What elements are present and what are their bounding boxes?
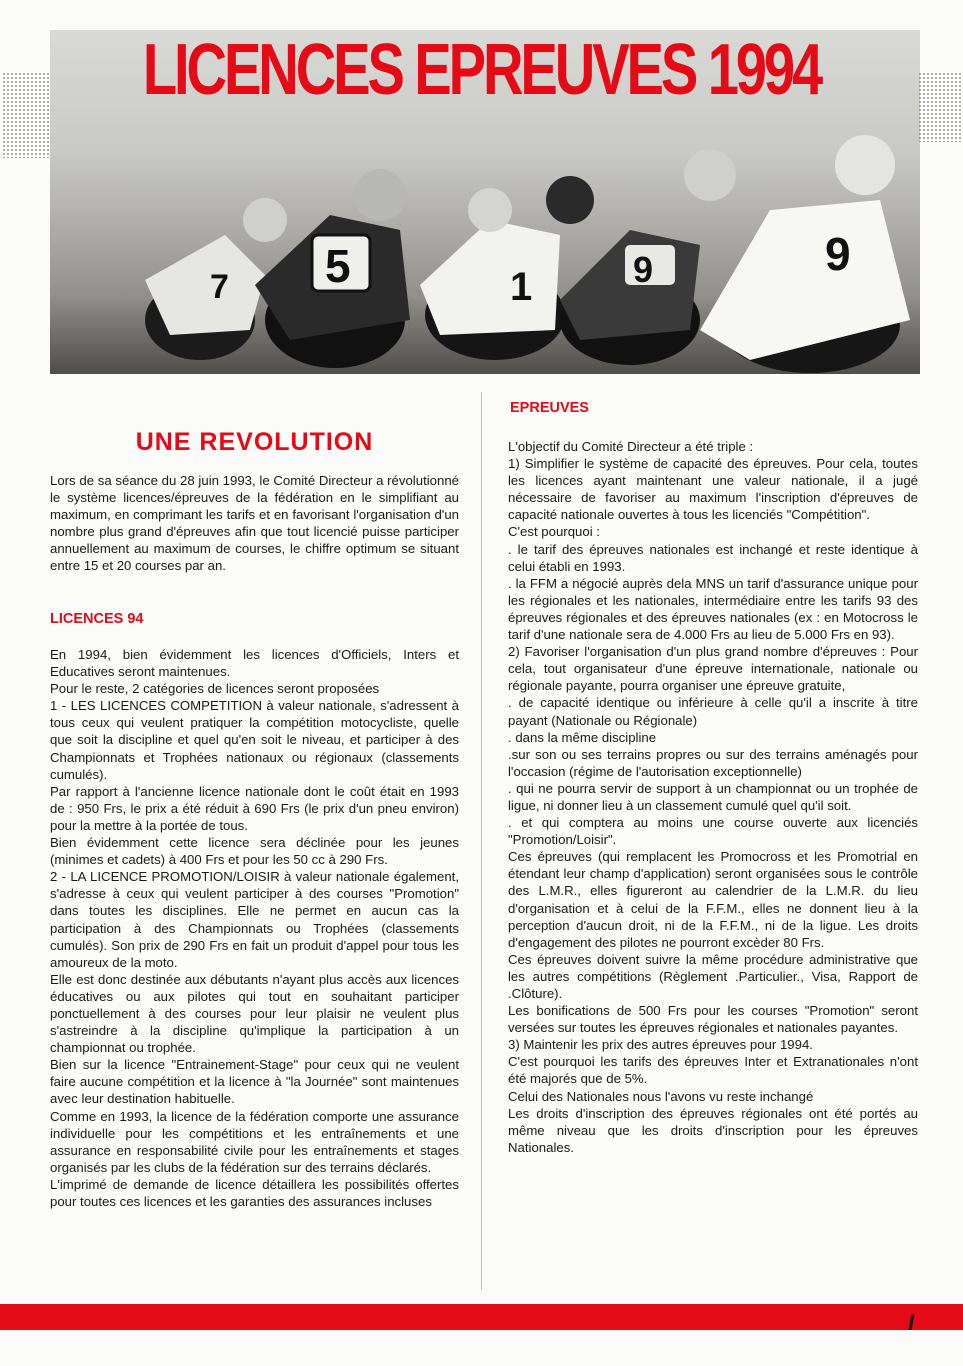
intro-paragraph: Lors de sa séance du 28 juin 1993, le Comité Directeur a révolutionné le système licences/épreuves de la fédération en le simplifiant au maximum, en comprimant les tarifs et en favorisant l'organisation d'un nombre plus grand d'épreuves afin que tout licencié puisse participer annuellement au maximum de courses, le chiffre optimum se situant entre 15 et 20 courses par an.	[50, 473, 459, 574]
paragraph: L'objectif du Comité Directeur a été triple :	[508, 439, 754, 454]
paragraph: Comme en 1993, la licence de la fédération comporte une assurance individuelle pour les compétitions et les entraînements et une assurance en responsabilité civile pour les entraînements et stages organisés par les clubs de la fédération sur des terrains déclarés.	[50, 1108, 459, 1175]
paragraph: . de capacité identique ou inférieure à celle qu'il a inscrite à titre payant (Nationale ou Régionale)	[508, 695, 918, 728]
paragraph: Par rapport à l'ancienne licence nationale dont le coût était en 1993 de : 950 Frs, le prix a été réduit à 690 Frs (le prix d'un pneu environ) pour la mettre à la portée de tous.	[50, 783, 459, 833]
paragraph: Ces épreuves doivent suivre la même procédure administrative que les autres compétitions (Règlement .Particulier., Visa, Rapport de .Clôture).	[508, 951, 918, 1001]
paragraph: 1 - LES LICENCES COMPETITION à valeur nationale, s'adressent à tous ceux qui veulent pratiquer la compétition motocycliste, quelle que soit la discipline et quel qu'en soit le niveau, et participer à des Championnats et Trophées nationaux ou régionaux (classements cumulés).	[50, 698, 459, 782]
paragraph: . et qui comptera au moins une course ouverte aux licenciés "Promotion/Loisir".	[508, 815, 918, 848]
paragraph: . dans la même discipline	[508, 729, 657, 745]
left-column	[50, 472, 459, 575]
svg-text:5: 5	[325, 240, 351, 292]
licences-text	[50, 646, 459, 1210]
paragraph: Celui des Nationales nous l'avons vu reste inchangé	[508, 1088, 814, 1104]
paragraph: L'imprimé de demande de licence détaillera les possibilités offertes pour toutes ces licences et les garanties des assurances incluses	[50, 1176, 459, 1209]
svg-text:9: 9	[633, 249, 654, 290]
paragraph: Les bonifications de 500 Frs pour les courses "Promotion" seront versées sur toutes les épreuves régionales et nationales payantes.	[508, 1003, 918, 1036]
section-heading-licences: LICENCES 94	[50, 611, 144, 627]
paragraph: . le tarif des épreuves nationales est inchangé et reste identique à celui établi en 1993.	[508, 541, 918, 574]
footer-bar	[0, 1304, 963, 1330]
halftone-dots-right	[918, 72, 963, 142]
page-title: LICENCES EPREUVES 1994	[142, 30, 821, 110]
paragraph: 2) Favoriser l'organisation d'un plus grand nombre d'épreuves : Pour cela, tout organisateur d'une épreuve internationale, nationale ou régionale payante, pourra organiser une épreuve gratuite,	[508, 644, 918, 694]
section-heading-epreuves: EPREUVES	[510, 400, 589, 416]
column-divider	[481, 392, 482, 1290]
page-number: I	[908, 1310, 915, 1335]
paragraph: . la FFM a négocié auprès dela MNS un tarif d'assurance unique pour les régionales et les nationales, intermédiaire entre les tarifs 93 des épreuves régionales et des épreuves nationales (ex : en Motocross le tarif d'une nationale sera de 4.000 Frs au lieu de 5.000 Frs en 93).	[508, 575, 918, 643]
svg-text:9: 9	[825, 228, 851, 280]
paragraph: .sur son ou ses terrains propres ou sur des terrains aménagés pour l'occasion (régime de l'autorisation exceptionnelle)	[508, 746, 918, 779]
svg-text:7: 7	[210, 268, 229, 306]
halftone-dots-left	[2, 72, 50, 158]
paragraph: 1) Simplifier le système de capacité des épreuves. Pour cela, toutes les licences ayant maintenant une valeur nationale, il a jugé nécessaire de favoriser au maximum l'inscription d'épreuves de capacité nationale ouvertes à tous les licenciés "Compétition".	[508, 456, 918, 523]
svg-text:1: 1	[510, 265, 533, 309]
paragraph: 3) Maintenir les prix des autres épreuves pour 1994.	[508, 1037, 813, 1053]
paragraph: Pour le reste, 2 catégories de licences seront proposées	[50, 681, 380, 697]
paragraph: Bien évidemment cette licence sera déclinée pour les jeunes (minimes et cadets) à 400 Frs et pour les 50 cc à 290 Frs.	[50, 835, 459, 868]
paragraph: En 1994, bien évidemment les licences d'Officiels, Inters et Educatives seront maintenues.	[50, 647, 459, 680]
right-column	[508, 438, 918, 1156]
paragraph: C'est pourquoi :	[508, 524, 600, 540]
paragraph: Ces épreuves (qui remplacent les Promocross et les Promotrial en étendant leur champ d'application) seront organisées sous le contrôle des L.M.R., elles figureront au calendrier de la L.M.R. du lieu d'organisation et à celui de la F.F.M., elles ne donnent lieu à la perception d'aucun droit, ni de la F.F.M., ni de la ligue. Les droits d'engagement des pilotes ne pourront excèder 80 Frs.	[508, 849, 918, 950]
paragraph: Elle est donc destinée aux débutants n'ayant plus accès aux licences éducatives ou aux pilotes qui tout en souhaitant participer ponctuellement à des courses pour leur plaisir ne veulent plus s'astreindre à la discipline qu'implique la participation à un championnat ou trophée.	[50, 971, 459, 1056]
paragraph: Bien sur la licence "Entrainement-Stage" pour ceux qui ne veulent faire aucune compétition et la licence à "la Journée" sont maintenues avec leur destination habituelle.	[50, 1057, 459, 1107]
section-heading-revolution: UNE REVOLUTION	[135, 428, 374, 456]
paragraph: 2 - LA LICENCE PROMOTION/LOISIR à valeur nationale également, s'adresse à ceux qui veulent participer à des courses "Promotion" dans toutes les disciplines. Elle ne permet en aucun cas la participation à des Championnats ou Trophées (classements cumulés). Son prix de 290 Frs en fait un produit d'appel pour tous les amoureux de la moto.	[50, 869, 459, 970]
paragraph: Les droits d'inscription des épreuves régionales ont été portés au même niveau que les droits d'inscription pour les épreuves Nationales.	[508, 1105, 918, 1155]
paragraph: . qui ne pourra servir de support à un championnat ou un trophée de ligue, ni donner lieu à un classement cumulé quel qu'il soit.	[508, 780, 918, 813]
bike-5	[255, 169, 410, 368]
paragraph: C'est pourquoi les tarifs des épreuves Inter et Extranationales n'ont été majorés que de 5%.	[508, 1054, 918, 1087]
